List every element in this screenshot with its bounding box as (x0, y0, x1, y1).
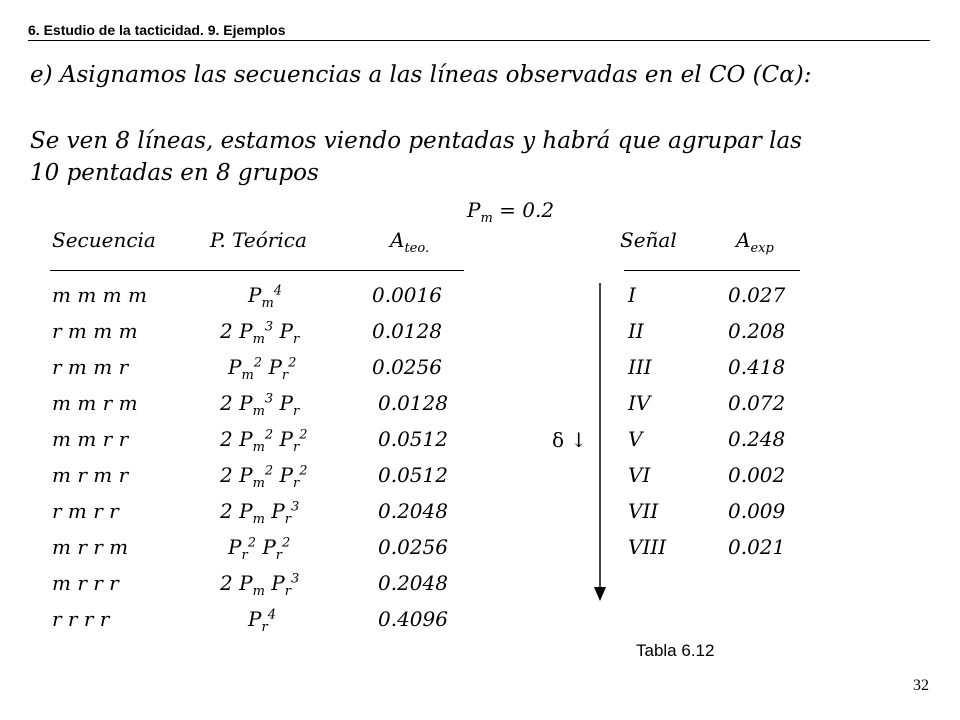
sequence-cell: r m r r (52, 499, 119, 523)
sequence-cell: m m r m (52, 391, 138, 415)
signal-label: III (628, 355, 652, 379)
signal-label: VI (628, 463, 651, 487)
aexp-value: 0.248 (728, 427, 786, 451)
aexp-subscript: exp (750, 241, 774, 256)
sequence-cell: r m m m (52, 319, 138, 343)
ateo-value: 0.0512 (378, 463, 448, 487)
signal-label: II (628, 319, 644, 343)
aexp-value: 0.009 (728, 499, 786, 523)
probability-formula: $P_m^2$ $P_r^2$ (228, 355, 297, 383)
explanation-line-1: Se ven 8 líneas, estamos viendo pentadas y habrá que agrupar las (30, 128, 802, 154)
signal-label: I (628, 283, 636, 307)
signal-label: VII (628, 499, 659, 523)
sequence-cell: m m r r (52, 427, 129, 451)
probability-formula: 2 $P_m$ $P_r^3$ (220, 499, 300, 527)
aexp-value: 0.021 (728, 535, 786, 559)
aexp-value: 0.027 (728, 283, 786, 307)
aexp-value: 0.418 (728, 355, 786, 379)
probability-formula: 2 $P_m^2$ $P_r^2$ (220, 463, 308, 491)
ateo-subscript: teo. (404, 241, 430, 256)
ateo-value: 0.4096 (378, 607, 448, 631)
explanation-line-2: 10 pentadas en 8 grupos (30, 160, 319, 186)
probability-formula: $P_r^2$ $P_r^2$ (228, 535, 291, 563)
ateo-value: 0.0256 (378, 535, 448, 559)
col-header-secuencia: Secuencia (52, 228, 156, 252)
sequence-cell: m r r r (52, 571, 119, 595)
ateo-value: 0.2048 (378, 571, 448, 595)
sequence-cell: r r r r (52, 607, 110, 631)
aexp-base: A (736, 228, 751, 252)
signal-label: VIII (628, 535, 667, 559)
pm-symbol: P (467, 198, 481, 222)
sequence-cell: m m m m (52, 283, 147, 307)
probability-formula: $P_r^4$ (248, 607, 276, 635)
step-heading-text: e) Asignamos las secuencias a las líneas observadas en el CO (C (30, 62, 780, 88)
signal-label: IV (628, 391, 651, 415)
aexp-value: 0.072 (728, 391, 786, 415)
ateo-base: A (390, 228, 405, 252)
header-divider (28, 40, 930, 41)
ateo-value: 0.0016 (372, 283, 442, 307)
signal-label: V (628, 427, 643, 451)
section-header: 6. Estudio de la tacticidad. 9. Ejemplos (28, 22, 286, 38)
pm-equals: = 0.2 (492, 198, 555, 222)
col-header-ateo (390, 228, 430, 256)
pm-subscript: m (480, 211, 493, 226)
probability-formula: 2 $P_m$ $P_r^3$ (220, 571, 300, 599)
ateo-value: 0.0128 (372, 319, 442, 343)
ateo-value: 0.2048 (378, 499, 448, 523)
step-heading-end: ): (794, 62, 812, 88)
sequence-cell: r m m r (52, 355, 129, 379)
table-caption: Tabla 6.12 (636, 641, 715, 660)
pm-value (467, 198, 555, 226)
aexp-value: 0.002 (728, 463, 786, 487)
down-arrow-icon (592, 283, 608, 603)
delta-down-label: δ ↓ (552, 428, 588, 452)
step-heading (30, 62, 812, 88)
sequence-cell: m r m r (52, 463, 129, 487)
aexp-value: 0.208 (728, 319, 786, 343)
sequence-cell: m r r m (52, 535, 129, 559)
right-table-rule (624, 270, 800, 271)
ateo-value: 0.0256 (372, 355, 442, 379)
col-header-teorica: P. Teórica (210, 228, 307, 252)
col-header-senal: Señal (620, 228, 677, 252)
col-header-aexp (736, 228, 774, 256)
page-number: 32 (913, 677, 929, 694)
probability-formula: 2 $P_m^3$ $P_r$ (220, 391, 300, 419)
ateo-value: 0.0512 (378, 427, 448, 451)
alpha-symbol: α (779, 62, 795, 88)
probability-formula: $P_m^4$ (248, 283, 283, 311)
left-table-rule (50, 270, 464, 271)
probability-formula: 2 $P_m^3$ $P_r$ (220, 319, 300, 347)
ateo-value: 0.0128 (378, 391, 448, 415)
probability-formula: 2 $P_m^2$ $P_r^2$ (220, 427, 308, 455)
